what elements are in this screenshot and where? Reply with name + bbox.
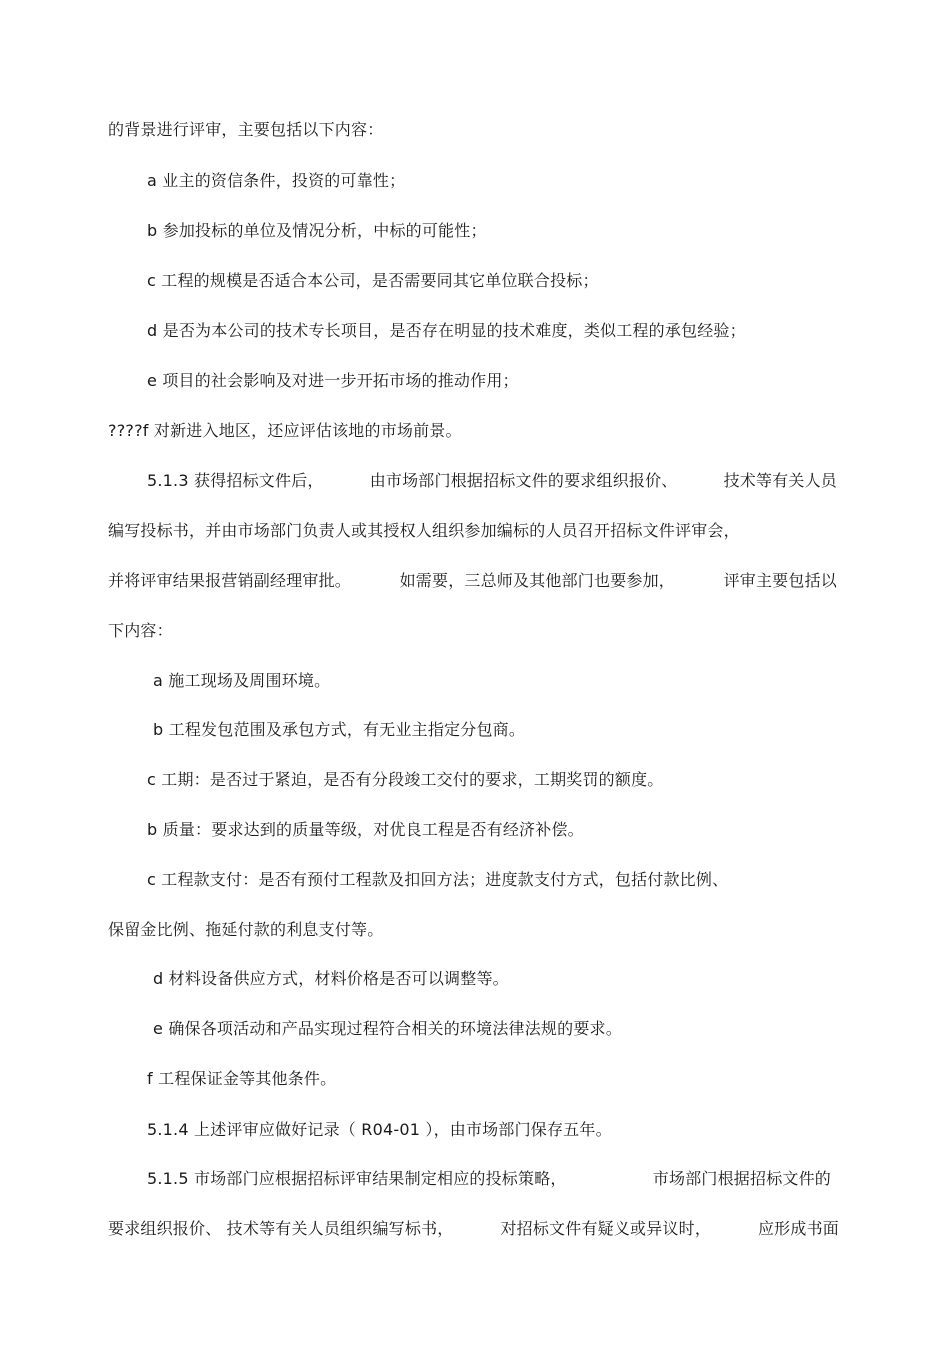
text-line: 下内容： — [108, 621, 173, 640]
text-segment: 技术等有关人员 — [723, 471, 837, 490]
list-item-d: d 是否为本公司的技术专长项目，是否存在明显的技术难度，类似工程的承包经验； — [147, 321, 746, 340]
text-line: 保留金比例、拖延付款的利息支付等。 — [108, 920, 384, 939]
list-item-b: b 工程发包范围及承包方式，有无业主指定分包商。 — [153, 720, 526, 739]
list-item-e: e 项目的社会影响及对进一步开拓市场的推动作用； — [147, 371, 519, 390]
list-item-e: e 确保各项活动和产品实现过程符合相关的环境法律法规的要求。 — [153, 1019, 622, 1038]
list-item-c: c 工程的规模是否适合本公司，是否需要同其它单位联合投标； — [147, 271, 599, 290]
list-item-f: f 工程保证金等其他条件。 — [147, 1069, 337, 1088]
list-item-a: a 施工现场及周围环境。 — [153, 671, 331, 690]
section-5-1-3-line — [147, 471, 837, 491]
list-item-c: c 工程款支付：是否有预付工程款及扣回方法；进度款支付方式，包括付款比例、 — [147, 870, 729, 889]
text-line-justified — [108, 1219, 839, 1239]
text-segment: 5.1.5 市场部门应根据招标评审结果制定相应的投标策略， — [147, 1169, 567, 1188]
section-5-1-5-line — [147, 1169, 831, 1189]
text-line: 编写投标书，并由市场部门负责人或其授权人组织参加编标的人员召开招标文件评审会， — [108, 521, 740, 540]
text-segment: 市场部门根据招标文件的 — [652, 1169, 831, 1188]
list-item-b: b 参加投标的单位及情况分析，中标的可能性； — [147, 221, 487, 240]
text-line-justified — [108, 571, 837, 591]
text-segment: 由市场部门根据招标文件的要求组织报价、 — [369, 471, 678, 490]
list-item-f: ????f 对新进入地区，还应评估该地的市场前景。 — [108, 421, 462, 440]
list-item-d: d 材料设备供应方式，材料价格是否可以调整等。 — [153, 969, 509, 988]
text-line: 的背景进行评审，主要包括以下内容： — [108, 120, 384, 139]
text-segment: 对招标文件有疑义或异议时， — [500, 1219, 712, 1238]
text-segment: 要求组织报价、 技术等有关人员组织编写标书， — [108, 1219, 454, 1238]
section-5-1-4-line: 5.1.4 上述评审应做好记录（ R04-01 ），由市场部门保存五年。 — [147, 1120, 612, 1139]
text-segment: 并将评审结果报营销副经理审批。 — [108, 571, 352, 590]
text-segment: 5.1.3 获得招标文件后， — [147, 471, 324, 490]
list-item-a: a 业主的资信条件，投资的可靠性； — [147, 171, 406, 190]
text-segment: 应形成书面 — [757, 1219, 839, 1238]
text-segment: 评审主要包括以 — [723, 571, 837, 590]
list-item-c: c 工期：是否过于紧迫，是否有分段竣工交付的要求，工期奖罚的额度。 — [147, 770, 664, 789]
text-segment: 如需要，三总师及其他部门也要参加， — [399, 571, 675, 590]
list-item-b: b 质量：要求达到的质量等级，对优良工程是否有经济补偿。 — [147, 820, 584, 839]
